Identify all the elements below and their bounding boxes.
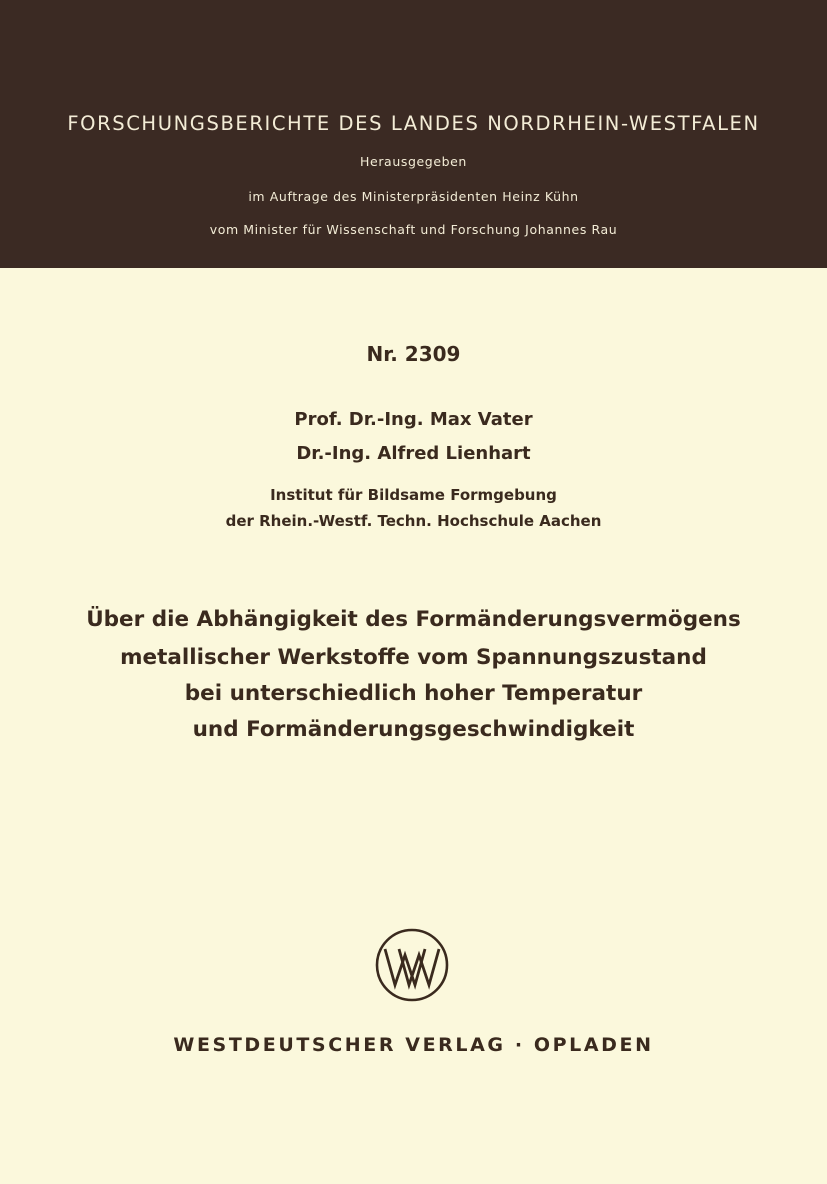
title-line-1: Über die Abhängigkeit des Formänderungsvermögens bbox=[86, 607, 741, 632]
report-number: Nr. 2309 bbox=[366, 342, 461, 366]
series-title: FORSCHUNGSBERICHTE DES LANDES NORDRHEIN-WESTFALEN bbox=[67, 112, 760, 135]
author-2: Dr.-Ing. Alfred Lienhart bbox=[296, 443, 531, 464]
header-band bbox=[0, 0, 827, 268]
header-line-published: Herausgegeben bbox=[360, 154, 467, 169]
author-1: Prof. Dr.-Ing. Max Vater bbox=[294, 409, 533, 430]
title-line-2: metallischer Werkstoffe vom Spannungszustand bbox=[120, 645, 707, 670]
title-line-3: bei unterschiedlich hoher Temperatur bbox=[184, 681, 643, 706]
ww-publisher-logo-icon bbox=[374, 927, 450, 1003]
institute-line-2: der Rhein.-Westf. Techn. Hochschule Aachen bbox=[225, 512, 602, 530]
publisher: WESTDEUTSCHER VERLAG · OPLADEN bbox=[173, 1034, 654, 1056]
header-line-minister: vom Minister für Wissenschaft und Forschung Johannes Rau bbox=[209, 222, 618, 237]
institute-line-1: Institut für Bildsame Formgebung bbox=[270, 486, 557, 504]
title-line-4: und Formänderungsgeschwindigkeit bbox=[192, 717, 635, 742]
header-line-commission: im Auftrage des Ministerpräsidenten Heinz Kühn bbox=[248, 189, 579, 204]
